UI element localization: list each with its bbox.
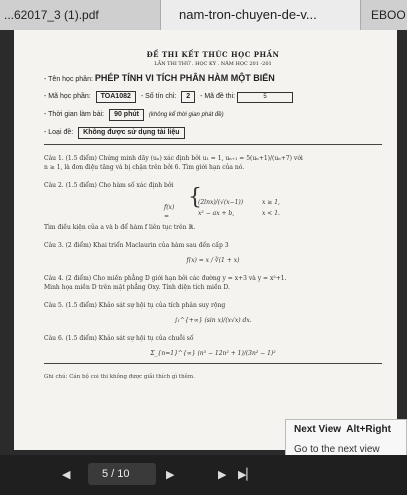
question-6-formula: Σ_{n=1}^{∞} (n³ − 12n² + 1)/(3n² − 1)²: [150, 350, 276, 357]
credits-value: 2: [181, 91, 195, 103]
question-2: [44, 181, 382, 232]
tab-bar: [0, 0, 407, 30]
next-page-icon[interactable]: ▶: [166, 468, 175, 481]
tooltip-title-row: [294, 424, 391, 435]
question-2-text: Câu 2. (1.5 điểm) Cho hàm số xác định bởi: [44, 182, 174, 189]
code-label: - Mã học phần:: [44, 93, 91, 100]
question-3-formula: f(x) = x / ∛(1 + x): [186, 257, 240, 264]
type-row: [44, 127, 382, 139]
bottom-toolbar: [0, 455, 407, 495]
tab-ebook-label: EBOO: [371, 8, 406, 22]
tab-pdf-file-label: ...62017_3 (1).pdf: [4, 8, 99, 22]
exam-note: Ghi chú: Cán bộ coi thi không được giải thích gì thêm.: [44, 374, 195, 380]
play-icon[interactable]: ▶: [218, 468, 227, 481]
brace-glyph: {: [188, 185, 202, 210]
tab-ebook[interactable]: [360, 0, 407, 30]
tooltip-shortcut: Alt+Right: [346, 424, 391, 435]
credits-label: - Số tín chỉ:: [140, 93, 177, 100]
question-1-text-cont: n ≥ 1, là đơn điệu tăng và bị chặn trên bởi 6. Tìm giới hạn của nó.: [44, 164, 245, 171]
exam-subtitle: LẦN THI THỨ . HỌC KỲ . NĂM HỌC 201 -201: [154, 61, 272, 67]
type-value: Không được sử dụng tài liệu: [78, 127, 184, 139]
piecewise-cond-1: x ≥ 1,: [262, 199, 280, 206]
piecewise-case-2: x² − ax + b,: [198, 210, 235, 217]
question-5-text: Câu 5. (1.5 điểm) Khảo sát sự hội tụ của tích phân suy rộng: [44, 302, 226, 309]
question-1-text: Câu 1. (1.5 điểm) Chứng minh dãy (uₙ) xác định bởi u₁ = 1, uₙ₊₁ = 5(uₙ+1)/(uₙ+7) với: [44, 155, 303, 162]
time-label: - Thời gian làm bài:: [44, 111, 105, 118]
tooltip-description: Go to the next view: [294, 444, 380, 455]
tab-nam-tron[interactable]: [160, 0, 360, 30]
piecewise-lhs: f(x) =: [164, 204, 175, 220]
next-view-tooltip: [285, 419, 407, 460]
question-4-text-cont: Minh họa miền D trên mặt phẳng Oxy. Tính diện tích miền D.: [44, 284, 230, 291]
question-1: [44, 154, 382, 172]
tab-nam-tron-label: nam-tron-chuyen-de-v...: [179, 7, 317, 22]
piecewise-case-1: (2lnx)/(√(x−1)): [198, 199, 244, 206]
question-4-text: Câu 4. (2 điểm) Cho miền phẳng D giới hạn bởi các đường y = x+3 và y = x²+1.: [44, 275, 287, 282]
exam-title: ĐỀ THI KẾT THÚC HỌC PHẦN: [146, 50, 280, 59]
footer-divider: [44, 363, 382, 364]
question-3: [44, 241, 382, 265]
question-4: [44, 274, 382, 292]
type-label: - Loại đề:: [44, 129, 74, 136]
question-3-text: Câu 3. (2 điểm) Khai triển Maclaurin của hàm sau đến cấp 3: [44, 242, 229, 249]
prev-page-icon[interactable]: ◀: [62, 468, 71, 481]
document-page: [14, 30, 397, 450]
divider: [44, 144, 382, 145]
question-5-formula: ∫₁^{+∞} (sin x)/(x√x) dx.: [174, 317, 252, 324]
course-name: PHÉP TÍNH VI TÍCH PHÂN HÀM MỘT BIẾN: [94, 73, 275, 83]
tab-pdf-file[interactable]: [0, 0, 160, 30]
exam-code-value: 5: [237, 92, 293, 103]
question-5: [44, 301, 382, 325]
time-value: 90 phút: [109, 109, 144, 121]
course-code-row: [44, 91, 382, 103]
course-name-row: [44, 73, 382, 85]
time-note: (không kể thời gian phát đề): [148, 112, 224, 118]
time-row: [44, 109, 382, 121]
tooltip-action: Next View: [294, 424, 342, 435]
page-indicator[interactable]: 5 / 10: [88, 463, 156, 485]
end-icon[interactable]: ▶▏: [238, 468, 255, 481]
code-value: TOA1082: [96, 91, 136, 103]
question-6: [44, 334, 382, 358]
question-6-text: Câu 6. (1.5 điểm) Khảo sát sự hội tụ của chuỗi số: [44, 335, 194, 342]
piecewise-cond-2: x < 1.: [262, 210, 280, 217]
exam-code-label: - Mã đề thi:: [200, 93, 236, 100]
question-2-tail: Tìm điều kiện của a và b để hàm f liên tục trên ℝ.: [44, 224, 196, 231]
course-label: - Tên học phần:: [44, 76, 93, 83]
